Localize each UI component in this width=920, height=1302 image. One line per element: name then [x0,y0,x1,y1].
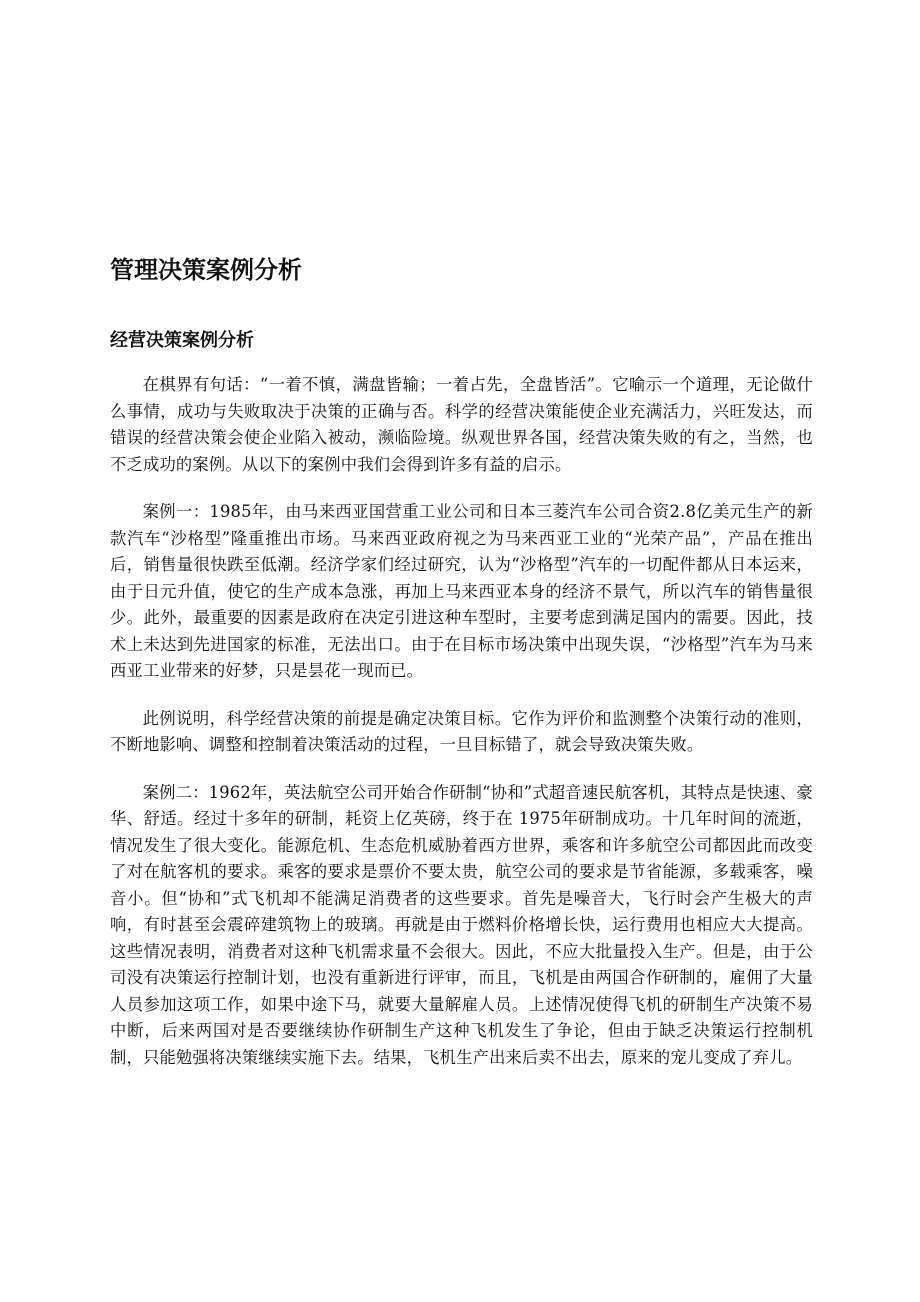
section-subtitle: 经营决策案例分析 [110,330,254,351]
paragraph-case-two: 案例二：1962年，英法航空公司开始合作研制“协和”式超音速民航客机，其特点是快速、豪华、舒适。经过十多年的研制，耗资上亿英磅，终于在 1975年研制成功。十几年时间的流逝，情况发生了很大变化。能源危机、生态危机威胁着西方世界，乘客和许多航空公司都因此而改变了对在航客机的要求。乘客的要求是票价不要太贵，航空公司的要求是节省能源，多载乘客，噪音小。但“协和”式飞机却不能满足消费者的这些要求。首先是噪音大，飞行时会产生极大的声响，有时甚至会震碎建筑物上的玻璃。再就是由于燃料价格增长快，运行费用也相应大大提高。这些情况表明，消费者对这种飞机需求量不会很大。因此，不应大批量投入生产。但是，由于公司没有决策运行控制计划，也没有重新进行评审，而且，飞机是由两国合作研制的，雇佣了大量人员参加这项工作，如果中途下马，就要大量解雇人员。上述情况使得飞机的研制生产决策不易中断，后来两国对是否要继续协作研制生产这种飞机发生了争论，但由于缺乏决策运行控制机制，只能勉强将决策继续实施下去。结果，飞机生产出来后卖不出去，原来的宠儿变成了弃儿。 [110,782,813,1067]
paragraph-case-one: 案例一：1985年，由马来西亚国营重工业公司和日本三菱汽车公司合资2.8亿美元生产的新款汽车“沙格型”隆重推出市场。马来西亚政府视之为马来西亚工业的“光荣产品”，产品在推出后，销售量很快跌至低潮。经济学家们经过研究，认为“沙格型”汽车的一切配件都从日本运来，由于日元升值，使它的生产成本急涨，再加上马来西亚本身的经济不景气，所以汽车的销售量很少。此外，最重要的因素是政府在决定引进这种车型时，主要考虑到满足国内的需要。因此，技术上未达到先进国家的标准，无法出口。由于在目标市场决策中出现失误，“沙格型”汽车为马来西亚工业带来的好梦，只是昙花一现而已。 [110,502,813,680]
paragraph-intro: 在棋界有句话：“一着不慎，满盘皆输；一着占先，全盘皆活”。它喻示一个道理，无论做什么事情，成功与失败取决于决策的正确与否。科学的经营决策能使企业充满活力，兴旺发达，而错误的经营决策会使企业陷入被动，濒临险境。纵观世界各国，经营决策失败的有之，当然，也不乏成功的案例。从以下的案例中我们会得到许多有益的启示。 [110,375,813,474]
document-title: 管理决策案例分析 [110,256,302,284]
document-body [110,372,813,1092]
paragraph-case-one-analysis: 此例说明，科学经营决策的前提是确定决策目标。它作为评价和监测整个决策行动的准则，不断地影响、调整和控制着决策活动的过程，一旦目标错了，就会导致决策失败。 [110,708,813,754]
